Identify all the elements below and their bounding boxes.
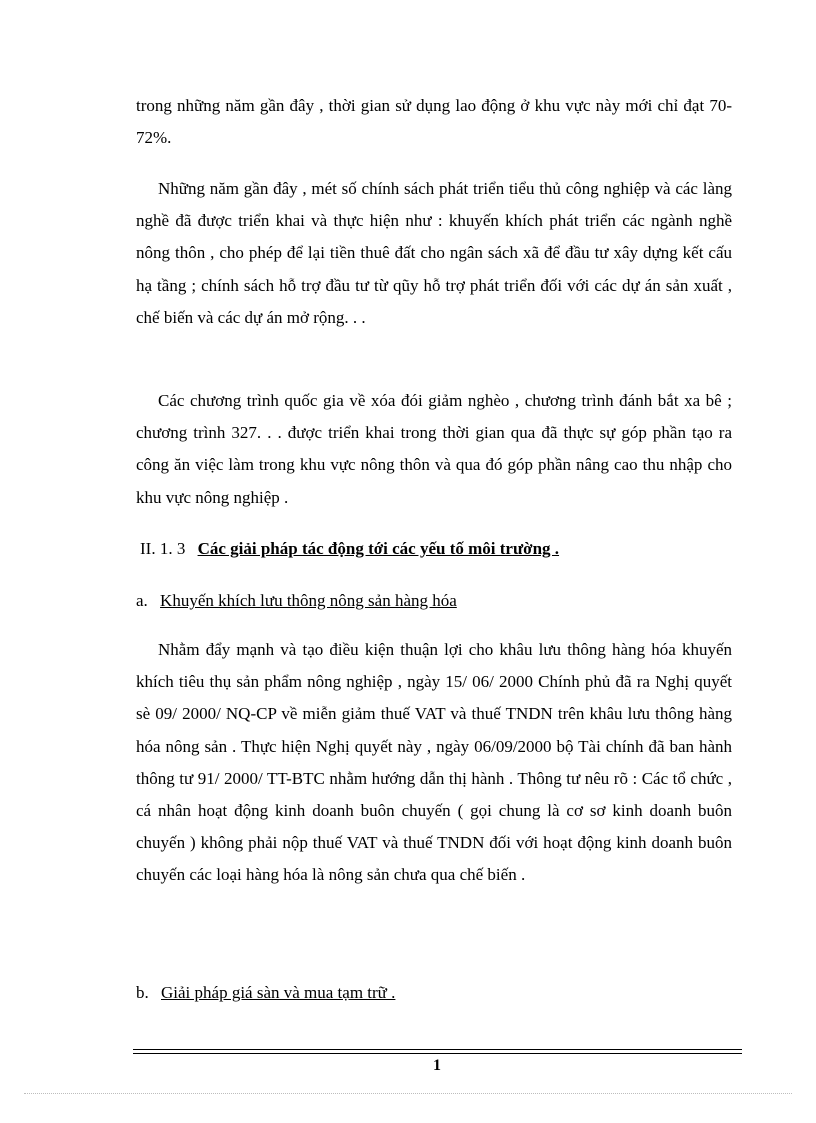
subheading-a-label: a.: [136, 591, 148, 610]
section-number: II. 1. 3: [140, 539, 186, 558]
page-number: 1: [433, 1057, 441, 1074]
subheading-a-title: Khuyến khích lưu thông nông sản hàng hóa: [160, 591, 457, 610]
section-heading-ii-1-3: [140, 537, 559, 561]
subheading-b: [136, 981, 395, 1005]
paragraph-national-programs: Các chương trình quốc gia về xóa đói giảm nghèo , chương trình đánh bắt xa bê ; chương trình 327. . . được triển khai trong thời gian qua đã thực sự góp phần tạo ra công ăn việc làm trong khu vực nông thôn và qua đó góp phần nâng cao thu nhập cho khu vực nông nghiệp .: [136, 391, 732, 507]
paragraph-circulation-measures: Nhằm đẩy mạnh và tạo điều kiện thuận lợi cho khâu lưu thông hàng hóa khuyến khích tiêu thụ sản phẩm nông nghiệp , ngày 15/ 06/ 2000 Chính phủ đã ra Nghị quyết sè 09/ 2000/ NQ-CP về miễn giảm thuế VAT và thuế TNDN trên khâu lưu thông hàng hóa nông sản . Thực hiện Nghị quyết này , ngày 06/09/2000 bộ Tài chính đã ban hành thông tư 91/ 2000/ TT-BTC nhằm hướng dẫn thị hành . Thông tư nêu rõ : Các tổ chức , cá nhân hoạt động kinh doanh buôn chuyến ( gọi chung là cơ sơ kinh doanh buôn chuyến ) không phải nộp thuế VAT và thuế TNDN đối với hoạt động kinh doanh buôn chuyến các loại hàng hóa là nông sản chưa qua chế biến .: [136, 640, 732, 885]
subheading-a: [136, 589, 457, 613]
page-edge-dotted-line: [24, 1093, 792, 1094]
footer-rule-bottom: [133, 1053, 742, 1054]
section-title: Các giải pháp tác động tới các yếu tố môi trường .: [197, 539, 560, 558]
paragraph-continuation: trong những năm gần đây , thời gian sử dụng lao động ở khu vực này mới chỉ đạt 70-72%.: [136, 96, 732, 148]
subheading-b-label: b.: [136, 983, 149, 1002]
subheading-b-title: Giải pháp giá sàn và mua tạm trữ .: [161, 983, 396, 1002]
footer-rule-top: [133, 1049, 742, 1050]
paragraph-handicraft-policies: Những năm gần đây , mét số chính sách phát triển tiểu thủ công nghiệp và các làng nghề đã được triển khai và thực hiện như : khuyến khích phát triển các ngành nghề nông thôn , cho phép để lại tiền thuê đất cho ngân sách xã để đầu tư xây dựng kết cấu hạ tầng ; chính sách hỗ trợ đầu tư từ qũy hỗ trợ phát triển đối với các dự án sản xuất , chế biến và các dự án mở rộng. . .: [136, 179, 732, 327]
